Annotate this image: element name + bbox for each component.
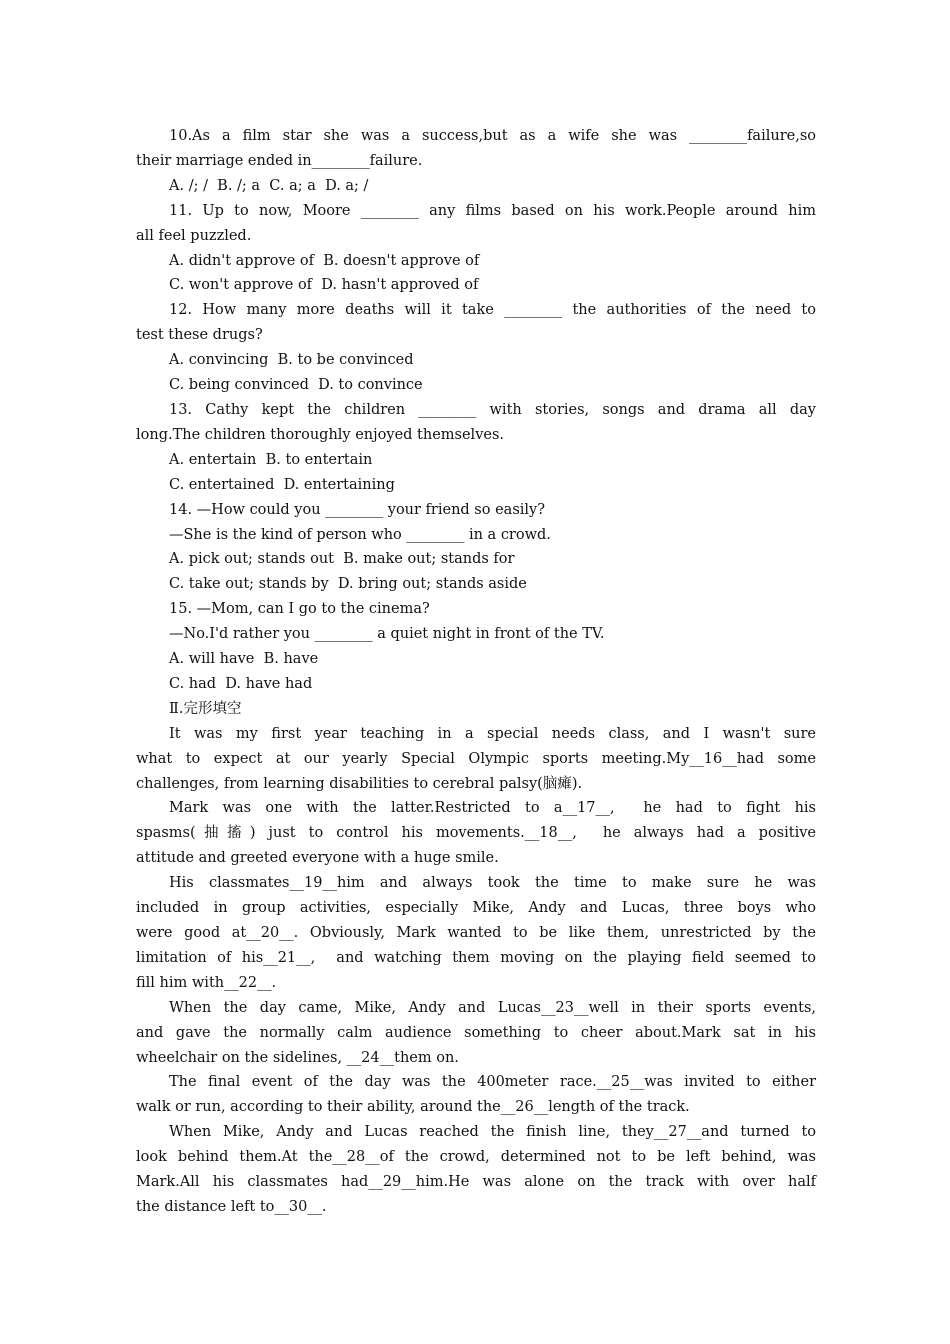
- text-line: His classmates__19__him and always took the time to make sure he was: [169, 875, 816, 892]
- text-line: all feel puzzled.: [136, 227, 252, 244]
- text-line: attitude and greeted everyone with a huge smile.: [136, 850, 499, 867]
- text-line: 12. How many more deaths will it take ________ the authorities of the need to: [169, 302, 816, 319]
- option-line: A. didn't approve of B. doesn't approve of: [169, 252, 480, 269]
- exam-text: [136, 124, 816, 1220]
- option-line: A. entertain B. to entertain: [169, 451, 373, 468]
- option-line: 15. —Mom, can I go to the cinema?: [169, 601, 430, 618]
- text-line: It was my first year teaching in a special needs class, and I wasn't sure: [169, 725, 816, 742]
- text-line: what to expect at our yearly Special Olympic sports meeting.My__16__had some: [136, 750, 816, 767]
- text-line: and gave the normally calm audience something to cheer about.Mark sat in his: [136, 1024, 816, 1041]
- text-line: long.The children thoroughly enjoyed themselves.: [136, 426, 505, 443]
- text-line: When the day came, Mike, Andy and Lucas__23__well in their sports events,: [169, 999, 816, 1016]
- text-line: Mark was one with the latter.Restricted to a__17__, he had to fight his: [169, 800, 816, 817]
- text-line: When Mike, Andy and Lucas reached the finish line, they__27__and turned to: [169, 1124, 816, 1141]
- option-line: A. convincing B. to be convinced: [169, 352, 414, 369]
- text-line: 11. Up to now, Moore ________ any films based on his work.People around him: [169, 202, 816, 219]
- option-line: C. had D. have had: [169, 675, 313, 692]
- text-line: 10.As a film star she was a success,but as a wife she was ________failure,so: [169, 128, 816, 144]
- text-line: challenges, from learning disabilities to cerebral palsy(脑瘫).: [136, 775, 583, 792]
- text-line: Mark.All his classmates had__29__him.He was alone on the track with over half: [136, 1174, 816, 1191]
- text-line: their marriage ended in________failure.: [136, 152, 423, 169]
- text-line: wheelchair on the sidelines, __24__them on.: [136, 1049, 459, 1066]
- text-line: spasms(抽搐) just to control his movements.__18__, he always had a positive: [136, 825, 816, 842]
- option-line: 14. —How could you ________ your friend so easily?: [169, 501, 545, 518]
- option-line: —She is the kind of person who ________ in a crowd.: [169, 526, 551, 543]
- option-line: —No.I'd rather you ________ a quiet night in front of the TV.: [169, 626, 605, 643]
- text-line: test these drugs?: [136, 327, 263, 344]
- option-line: A. pick out; stands out B. make out; stands for: [169, 551, 515, 568]
- option-line: A. /; / B. /; a C. a; a D. a; /: [169, 177, 369, 194]
- option-line: C. take out; stands by D. bring out; stands aside: [169, 576, 527, 593]
- option-line: C. won't approve of D. hasn't approved of: [169, 277, 479, 294]
- text-line: were good at__20__. Obviously, Mark wanted to be like them, unrestricted by the: [136, 925, 816, 941]
- option-line: A. will have B. have: [169, 651, 319, 668]
- text-line: The final event of the day was the 400meter race.__25__was invited to either: [169, 1074, 816, 1091]
- section-heading: Ⅱ.完形填空: [169, 700, 242, 717]
- text-line: look behind them.At the__28__of the crowd, determined not to be left behind, was: [136, 1149, 816, 1166]
- text-line: limitation of his__21__, and watching them moving on the playing field seemed to: [136, 949, 816, 966]
- text-line: walk or run, according to their ability, around the__26__length of the track.: [136, 1099, 690, 1116]
- text-line: 13. Cathy kept the children ________ with stories, songs and drama all day: [169, 401, 816, 418]
- text-line: included in group activities, especially Mike, Andy and Lucas, three boys who: [136, 900, 816, 917]
- option-line: C. being convinced D. to convince: [169, 377, 423, 394]
- text-line: the distance left to__30__.: [136, 1198, 327, 1215]
- text-line: fill him with__22__.: [136, 974, 277, 991]
- option-line: C. entertained D. entertaining: [169, 476, 395, 493]
